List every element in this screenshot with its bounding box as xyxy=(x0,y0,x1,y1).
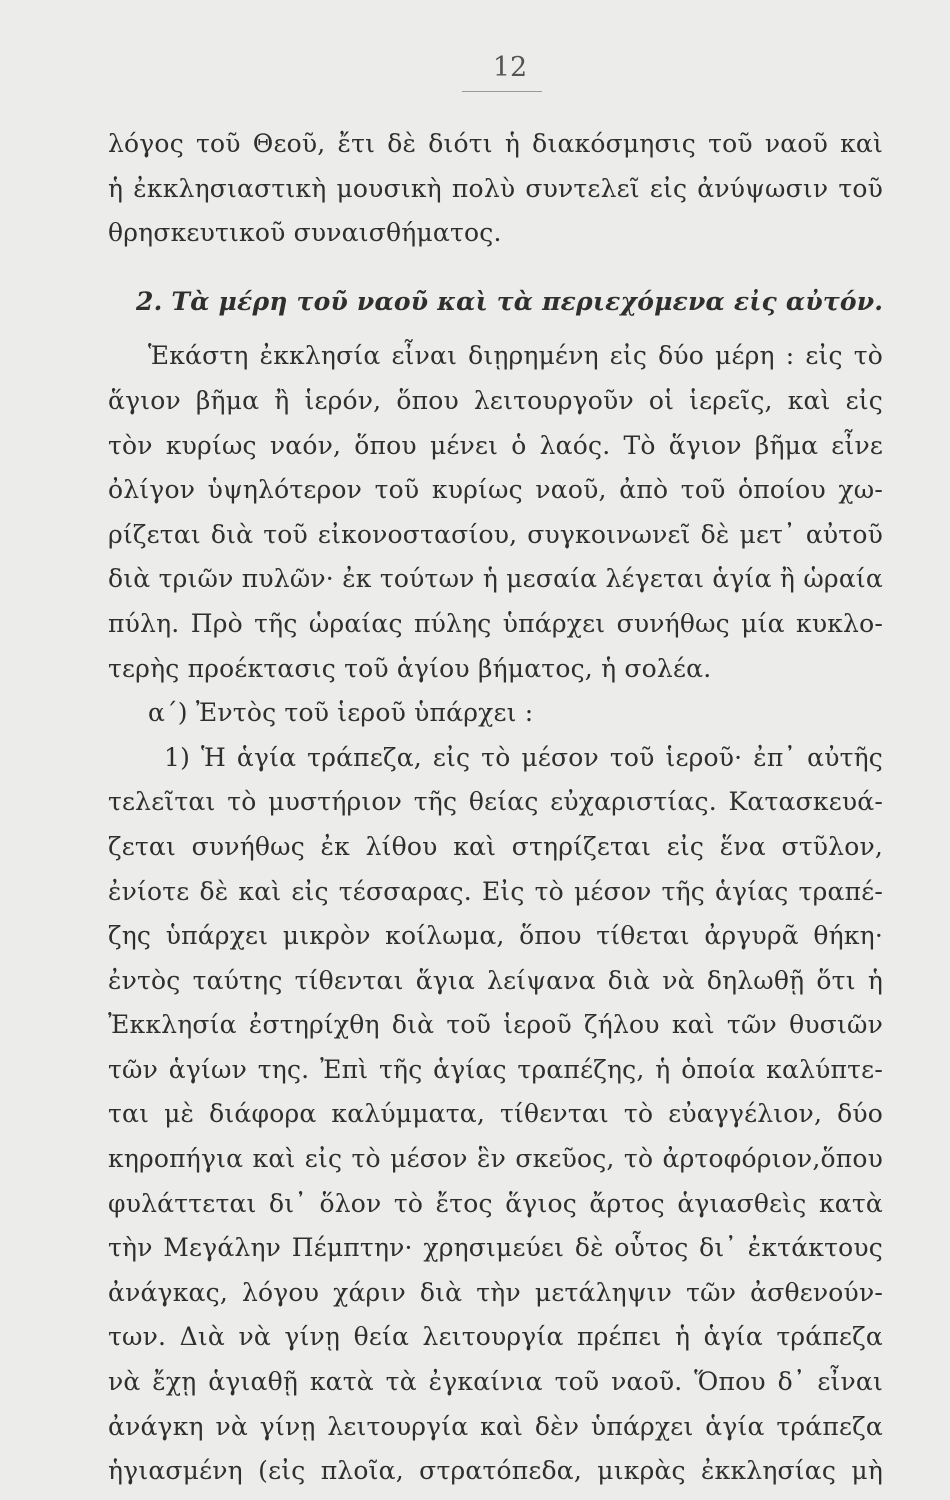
text-line: ἅγιον βῆμα ἢ ἱερόν, ὅπου λειτουργοῦν οἱ ἱερεῖς, καὶ εἰς xyxy=(108,385,883,415)
text-line: τῶν ἁγίων της. Ἐπὶ τῆς ἁγίας τραπέζης, ἡ ὁποία καλύπτε- xyxy=(108,1054,883,1084)
text-line: ρίζεται διὰ τοῦ εἰκονοστασίου, συγκοινωνεῖ δὲ μετ᾽ αὐτοῦ xyxy=(108,519,883,549)
text-line: ἀνάγκας, λόγου χάριν διὰ τὴν μετάληψιν τῶν ἀσθενούν- xyxy=(108,1277,883,1307)
text-line: ὀλίγον ὑψηλότερον τοῦ κυρίως ναοῦ, ἀπὸ τοῦ ὁποίου χω- xyxy=(108,475,883,505)
text-line: τελεῖται τὸ μυστήριον τῆς θείας εὐχαριστίας. Κατασκευά- xyxy=(108,787,883,817)
section-heading: 2. Τὰ μέρη τοῦ ναοῦ καὶ τὰ περιεχόμενα εἰς αὐτόν. xyxy=(136,286,884,316)
text-line: τερὴς προέκτασις τοῦ ἁγίου βήματος, ἡ σολέα. xyxy=(108,653,712,683)
page-number: 12 xyxy=(492,52,528,83)
text-line: τὴν Μεγάλην Πέμπτην· χρησιμεύει δὲ οὗτος δι᾽ ἐκτάκτους xyxy=(108,1233,883,1263)
text-line: τὸν κυρίως ναόν, ὅπου μένει ὁ λαός. Τὸ ἅγιον βῆμα εἶνε xyxy=(108,430,883,460)
text-line: λόγος τοῦ Θεοῦ, ἔτι δὲ διότι ἡ διακόσμησις τοῦ ναοῦ καὶ xyxy=(108,129,883,158)
text-line: ἡγιασμένη (εἰς πλοῖα, στρατόπεδα, μικρὰς ἐκκλησίας μὴ xyxy=(108,1456,883,1486)
text-line: Ἑκάστη ἐκκλησία εἶναι διῃρημένη εἰς δύο μέρη : εἰς τὸ xyxy=(148,341,883,371)
page-number-rule xyxy=(462,91,542,92)
text-line: ἐντὸς ταύτης τίθενται ἅγια λείψανα διὰ νὰ δηλωθῇ ὅτι ἡ xyxy=(108,965,883,995)
text-line: των. Διὰ νὰ γίνῃ θεία λειτουργία πρέπει ἡ ἁγία τράπεζα xyxy=(108,1322,883,1352)
text-line: νὰ ἔχῃ ἁγιαθῇ κατὰ τὰ ἐγκαίνια τοῦ ναοῦ. Ὅπου δ᾽ εἶναι xyxy=(108,1367,883,1397)
text-line: πύλη. Πρὸ τῆς ὡραίας πύλης ὑπάρχει συνήθως μία κυκλο- xyxy=(108,608,883,638)
text-line: ζεται συνήθως ἐκ λίθου καὶ στηρίζεται εἰς ἕνα στῦλον, xyxy=(108,831,883,861)
text-line: 1) Ἡ ἁγία τράπεζα, εἰς τὸ μέσον τοῦ ἱεροῦ· ἐπ᾽ αὐτῆς xyxy=(164,742,883,772)
text-line: ται μὲ διάφορα καλύμματα, τίθενται τὸ εὐαγγέλιον, δύο xyxy=(108,1099,883,1129)
text-line: ζης ὑπάρχει μικρὸν κοίλωμα, ὅπου τίθεται ἀργυρᾶ θήκη· xyxy=(108,921,883,951)
text-line: θρησκευτικοῦ συναισθήματος. xyxy=(108,218,502,248)
text-line: διὰ τριῶν πυλῶν· ἐκ τούτων ἡ μεσαία λέγεται ἁγία ἢ ὡραία xyxy=(108,564,883,594)
text-line: κηροπήγια καὶ εἰς τὸ μέσον ἓν σκεῦος, τὸ ἀρτοφόριον,ὅπου xyxy=(108,1144,883,1174)
body-text xyxy=(108,122,883,1494)
subsection-label: α΄) Ἐντὸς τοῦ ἱεροῦ ὑπάρχει : xyxy=(148,698,534,728)
text-line: ἐνίοτε δὲ καὶ εἰς τέσσαρας. Εἰς τὸ μέσον τῆς ἁγίας τραπέ- xyxy=(108,876,883,906)
text-line: ἀνάγκη νὰ γίνῃ λειτουργία καὶ δὲν ὑπάρχει ἁγία τράπεζα xyxy=(108,1411,883,1441)
text-line: ἡ ἐκκλησιαστικὴ μουσικὴ πολὺ συντελεῖ εἰς ἀνύψωσιν τοῦ xyxy=(108,173,883,203)
text-line: φυλάττεται δι᾽ ὅλον τὸ ἔτος ἅγιος ἄρτος ἁγιασθεὶς κατὰ xyxy=(108,1188,883,1218)
text-line: Ἐκκλησία ἐστηρίχθη διὰ τοῦ ἱεροῦ ζήλου καὶ τῶν θυσιῶν xyxy=(108,1010,883,1040)
